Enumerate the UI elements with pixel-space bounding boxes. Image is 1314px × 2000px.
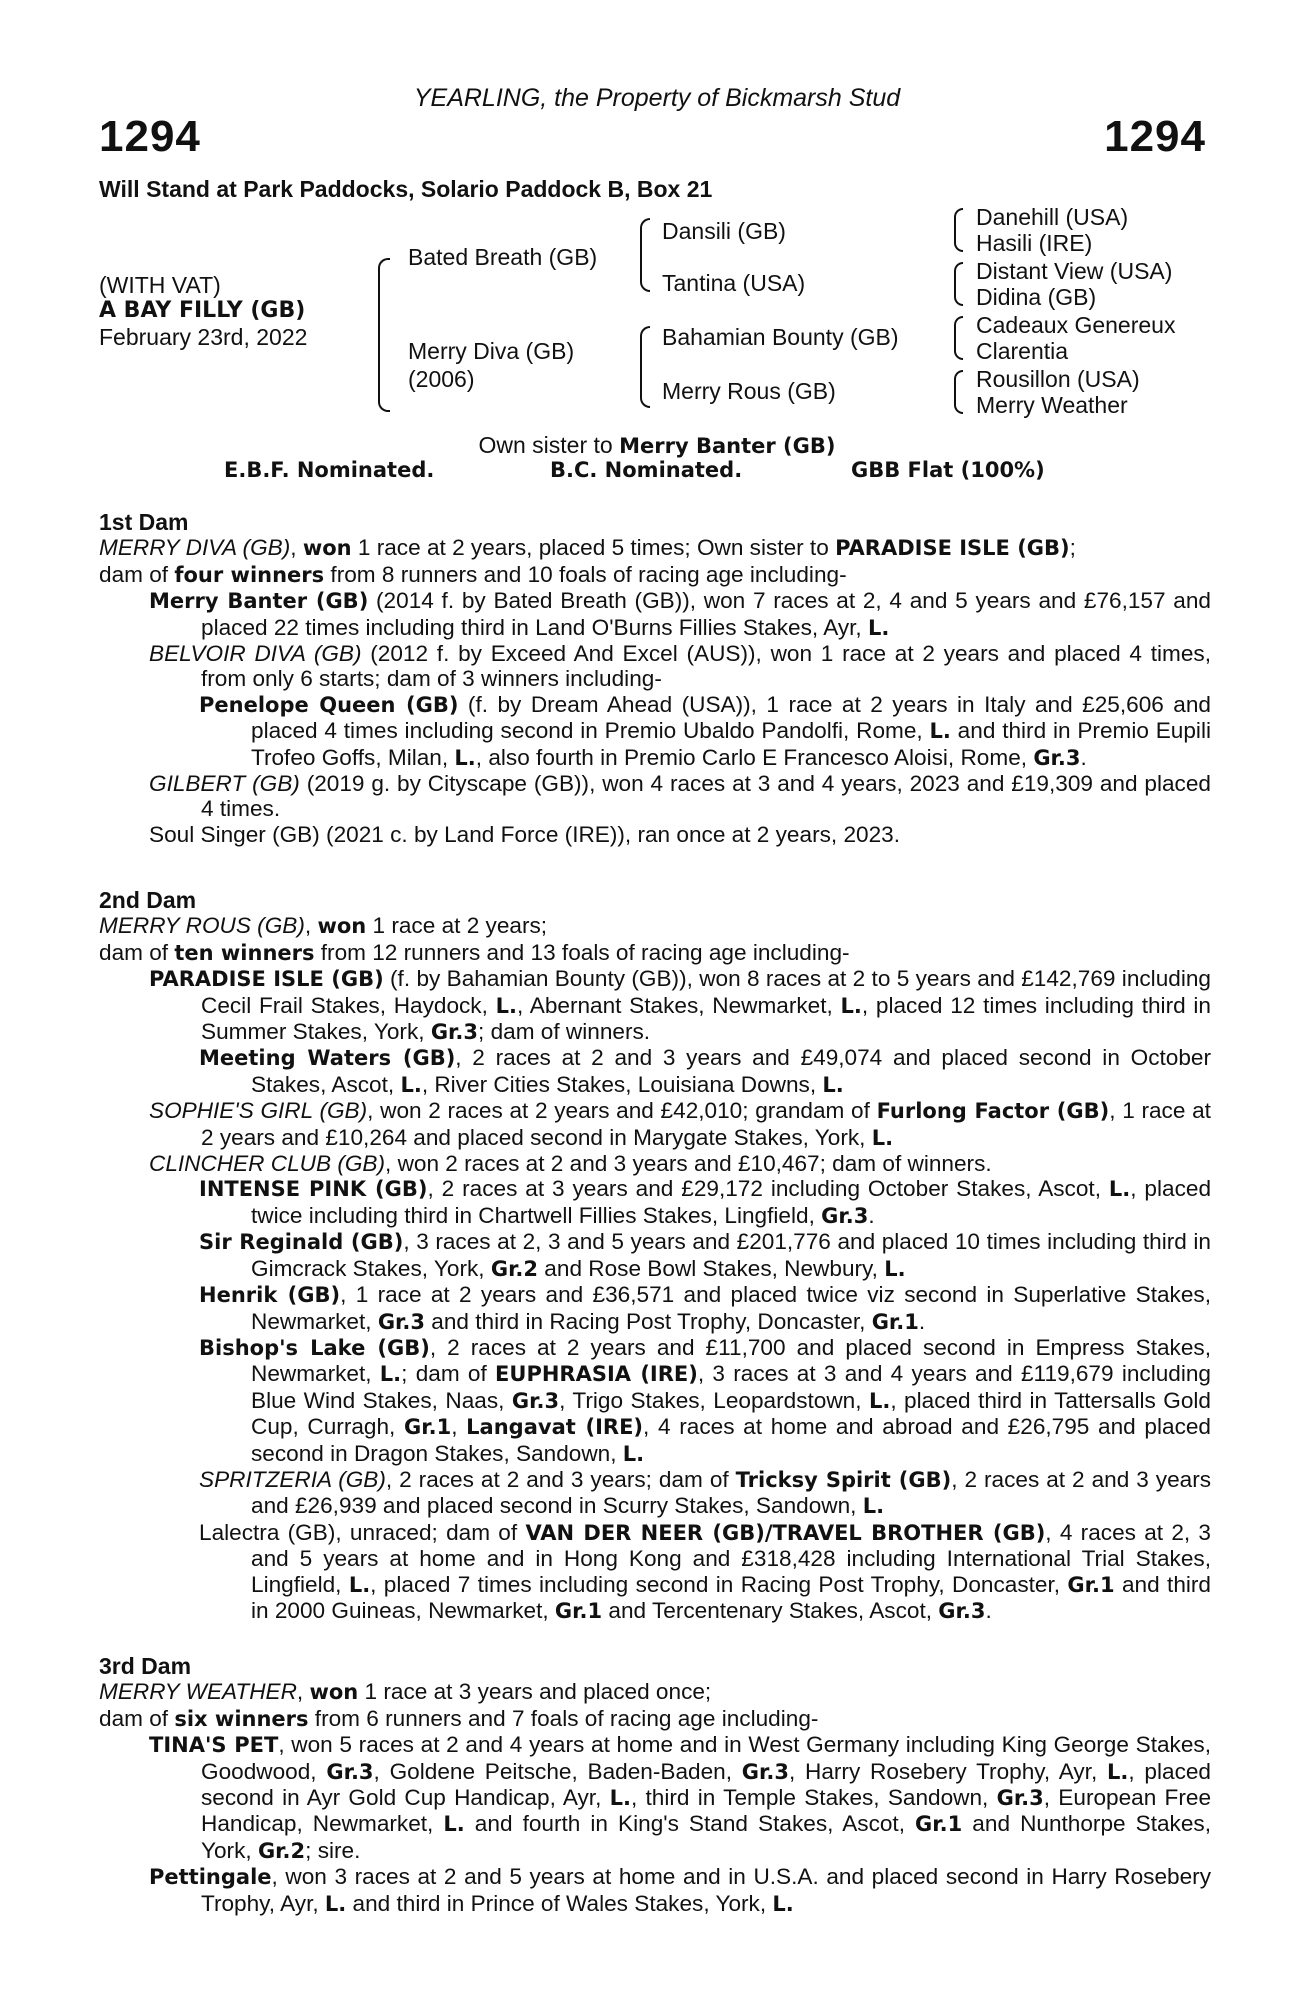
first-dam-produce: dam of four winners from 8 runners and 10 foals of racing age including- bbox=[99, 561, 847, 587]
third-dam-record: MERRY WEATHER, won 1 race at 3 years and placed once; bbox=[99, 1679, 712, 1705]
pedigree-g3-2: Hasili (IRE) bbox=[976, 230, 1093, 256]
pedigree-g3-4: Didina (GB) bbox=[976, 284, 1097, 310]
produce-lalectra: Lalectra (GB), unraced; dam of VAN DER NEER (GB)/TRAVEL BROTHER (GB), 4 races at 2, 3 and 5 years at home and in Hong Kong and £318,428 including International Trial Stakes, Lingfield, L., placed 7 times including second in Racing Post Trophy, Doncaster, Gr.1 and third in 2000 Guineas, Newmarket, Gr.1 and Tercentenary Stakes, Ascot, Gr.3. bbox=[199, 1519, 1212, 1623]
horse-dob: February 23rd, 2022 bbox=[99, 324, 308, 350]
pedigree-sire-dam: Tantina (USA) bbox=[662, 270, 806, 296]
catalogue-subtitle: YEARLING, the Property of Bickmarsh Stud bbox=[413, 84, 901, 112]
pedigree-brace-3b bbox=[954, 262, 963, 306]
bc-nominated: B.C. Nominated. bbox=[550, 458, 743, 482]
second-dam-section bbox=[99, 888, 1211, 1624]
pedigree-g3-7: Rousillon (USA) bbox=[976, 366, 1140, 392]
pedigree-dam: Merry Diva (GB) bbox=[408, 338, 575, 364]
produce-henrik: Henrik (GB), 1 race at 2 years and £36,571 and placed twice viz second in Superlative Stakes, Newmarket, Gr.3 and third in Racing Post Trophy, Doncaster, Gr.1. bbox=[199, 1282, 1211, 1334]
pedigree-brace-3c bbox=[954, 316, 963, 360]
third-dam-produce: dam of six winners from 6 runners and 7 foals of racing age including- bbox=[99, 1705, 819, 1731]
pedigree-dam-sire: Bahamian Bounty (GB) bbox=[662, 324, 899, 350]
first-dam-heading: 1st Dam bbox=[99, 509, 189, 535]
vat-note: (WITH VAT) bbox=[99, 272, 221, 298]
produce-meeting-waters: Meeting Waters (GB), 2 races at 2 and 3 years and £49,074 and placed second in October Stakes, Ascot, L., River Cities Stakes, Louisiana Downs, L. bbox=[199, 1045, 1211, 1097]
lot-number-left: 1294 bbox=[99, 112, 201, 161]
second-dam-record: MERRY ROUS (GB), won 1 race at 2 years; bbox=[99, 913, 548, 939]
produce-pettingale: Pettingale, won 3 races at 2 and 5 years at home and in U.S.A. and placed second in Harry Rosebery Trophy, Ayr, L. and third in Prince of Wales Stakes, York, L. bbox=[149, 1864, 1211, 1916]
pedigree-g3-3: Distant View (USA) bbox=[976, 258, 1173, 284]
own-sister-line bbox=[0, 432, 1314, 459]
produce-paradise-isle: PARADISE ISLE (GB) (f. by Bahamian Bounty (GB)), won 8 races at 2 to 5 years and £142,769 including Cecil Frail Stakes, Haydock, L., Abernant Stakes, Newmarket, L., placed 12 times including third in Summer Stakes, York, Gr.3; dam of winners. bbox=[149, 966, 1211, 1045]
produce-gilbert: GILBERT (GB) (2019 g. by Cityscape (GB)), won 4 races at 3 and 4 years, 2023 and £19,309 and placed 4 times. bbox=[149, 771, 1211, 822]
pedigree-brace-2a bbox=[640, 218, 650, 292]
pedigree-brace-2b bbox=[640, 326, 650, 408]
pedigree-brace-1 bbox=[378, 258, 390, 412]
ebf-nominated: E.B.F. Nominated. bbox=[224, 458, 435, 482]
produce-merry-banter: Merry Banter (GB) (2014 f. by Bated Breath (GB)), won 7 races at 2, 4 and 5 years and £76,157 and placed 22 times including third in Land O'Burns Fillies Stakes, Ayr, L. bbox=[149, 588, 1211, 640]
lot-number-right: 1294 bbox=[1104, 112, 1206, 161]
stand-location: Will Stand at Park Paddocks, Solario Paddock B, Box 21 bbox=[99, 176, 713, 202]
pedigree-g3-5: Cadeaux Genereux bbox=[976, 312, 1176, 338]
pedigree-g3-6: Clarentia bbox=[976, 338, 1069, 364]
produce-soul-singer: Soul Singer (GB) (2021 c. by Land Force (IRE)), ran once at 2 years, 2023. bbox=[149, 821, 900, 847]
own-sister-name: Merry Banter (GB) bbox=[619, 434, 836, 458]
second-dam-produce: dam of ten winners from 12 runners and 13 foals of racing age including- bbox=[99, 939, 850, 965]
pedigree-sire-sire: Dansili (GB) bbox=[662, 218, 786, 244]
produce-spritzeria: SPRITZERIA (GB), 2 races at 2 and 3 years; dam of Tricksy Spirit (GB), 2 races at 2 and 3 years and £26,939 and placed second in Scurry Stakes, Sandown, L. bbox=[199, 1466, 1212, 1519]
pedigree-g3-8: Merry Weather bbox=[976, 392, 1128, 418]
produce-bishops-lake: Bishop's Lake (GB), 2 races at 2 years and £11,700 and placed second in Empress Stakes, Newmarket, L.; dam of EUPHRASIA (IRE), 3 races at 3 and 4 years and £119,679 including Blue Wind Stakes, Naas, Gr.3, Trigo Stakes, Leopardstown, L., placed third in Tattersalls Gold Cup, Curragh, Gr.1, Langavat (IRE), 4 races at home and abroad and £26,795 and placed second in Dragon Stakes, Sandown, L. bbox=[199, 1334, 1211, 1466]
pedigree-brace-3d bbox=[954, 370, 963, 414]
pedigree-dam-dam: Merry Rous (GB) bbox=[662, 378, 836, 404]
horse-name: A BAY FILLY (GB) bbox=[99, 298, 306, 323]
third-dam-heading: 3rd Dam bbox=[99, 1653, 192, 1679]
produce-belvoir-diva: BELVOIR DIVA (GB) (2012 f. by Exceed And Excel (AUS)), won 1 race at 2 years and placed 4 times, from only 6 starts; dam of 3 winners including- bbox=[149, 641, 1211, 692]
produce-penelope-queen: Penelope Queen (GB) (f. by Dream Ahead (USA)), 1 race at 2 years in Italy and £25,606 and placed 4 times including second in Premio Ubaldo Pandolfi, Rome, L. and third in Premio Eupili Trofeo Goffs, Milan, L., also fourth in Premio Carlo E Francesco Aloisi, Rome, Gr.3. bbox=[199, 691, 1211, 770]
first-dam-section bbox=[99, 510, 1211, 847]
pedigree-dam-year: (2006) bbox=[408, 366, 475, 392]
produce-clincher-club: CLINCHER CLUB (GB), won 2 races at 2 and 3 years and £10,467; dam of winners. bbox=[149, 1151, 992, 1177]
produce-intense-pink: INTENSE PINK (GB), 2 races at 3 years and £29,172 including October Stakes, Ascot, L., placed twice including third in Chartwell Fillies Stakes, Lingfield, Gr.3. bbox=[199, 1176, 1212, 1228]
pedigree-g3-1: Danehill (USA) bbox=[976, 204, 1129, 230]
second-dam-heading: 2nd Dam bbox=[99, 887, 197, 913]
pedigree-sire: Bated Breath (GB) bbox=[408, 244, 598, 270]
produce-sir-reginald: Sir Reginald (GB), 3 races at 2, 3 and 5 years and £201,776 and placed 10 times including third in Gimcrack Stakes, York, Gr.2 and Rose Bowl Stakes, Newbury, L. bbox=[199, 1229, 1211, 1281]
own-sister-prefix: Own sister to bbox=[478, 432, 620, 458]
produce-tinas-pet: TINA'S PET, won 5 races at 2 and 4 years at home and in West Germany including King George Stakes, Goodwood, Gr.3, Goldene Peitsche, Baden-Baden, Gr.3, Harry Rosebery Trophy, Ayr, L., placed second in Ayr Gold Cup Handicap, Ayr, L., third in Temple Stakes, Sandown, Gr.3, European Free Handicap, Newmarket, L. and fourth in King's Stand Stakes, Ascot, Gr.1 and Nunthorpe Stakes, York, Gr.2; sire. bbox=[149, 1732, 1212, 1863]
gbb-flat: GBB Flat (100%) bbox=[851, 458, 1045, 482]
pedigree-brace-3a bbox=[954, 208, 963, 252]
produce-sophies-girl: SOPHIE'S GIRL (GB), won 2 races at 2 years and £42,010; grandam of Furlong Factor (GB), 1 race at 2 years and £10,264 and placed second in Marygate Stakes, York, L. bbox=[149, 1098, 1211, 1150]
third-dam-section bbox=[99, 1654, 1211, 1917]
first-dam-record: MERRY DIVA (GB), won 1 race at 2 years, placed 5 times; Own sister to PARADISE ISLE (GB); bbox=[99, 535, 1076, 561]
